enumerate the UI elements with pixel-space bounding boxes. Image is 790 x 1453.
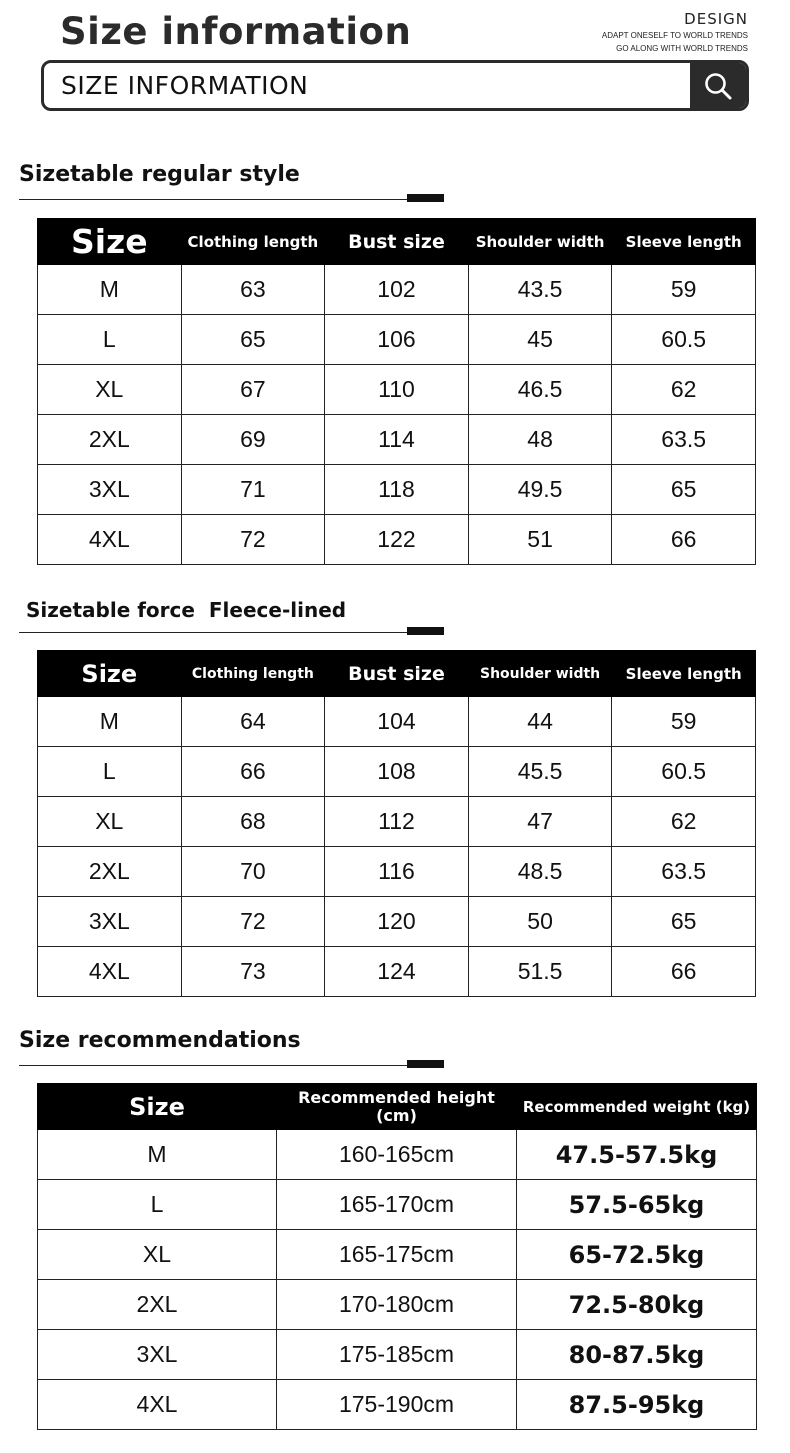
header-clothing-length: Clothing length [181, 651, 325, 697]
size-table-regular [37, 218, 756, 565]
header-size: Size [38, 651, 182, 697]
header-sleeve-length: Sleeve length [612, 651, 756, 697]
table-row [38, 747, 756, 797]
cell-clothing-length: 65 [181, 315, 325, 365]
table-row [38, 315, 756, 365]
design-word: DESIGN [684, 10, 748, 28]
cell-sleeve-length: 60.5 [612, 747, 756, 797]
table-row [38, 797, 756, 847]
cell-size: M [38, 1130, 277, 1180]
cell-clothing-length: 71 [181, 465, 325, 515]
table-row [38, 415, 756, 465]
cell-bust-size: 120 [325, 897, 469, 947]
cell-sleeve-length: 60.5 [612, 315, 756, 365]
size-recommendation-table [37, 1083, 757, 1430]
table-row [38, 897, 756, 947]
divider-block [407, 194, 444, 202]
cell-size: L [38, 747, 182, 797]
cell-height: 175-185cm [277, 1330, 517, 1380]
table-header-row [38, 219, 756, 265]
cell-clothing-length: 64 [181, 697, 325, 747]
table-row [38, 465, 756, 515]
table-row [38, 515, 756, 565]
cell-weight: 65-72.5kg [517, 1230, 757, 1280]
cell-weight: 57.5-65kg [517, 1180, 757, 1230]
cell-shoulder-width: 48 [468, 415, 612, 465]
cell-shoulder-width: 46.5 [468, 365, 612, 415]
cell-weight: 80-87.5kg [517, 1330, 757, 1380]
cell-sleeve-length: 66 [612, 515, 756, 565]
cell-shoulder-width: 47 [468, 797, 612, 847]
header-shoulder-width: Shoulder width [468, 219, 612, 265]
design-tag-line1: ADAPT ONESELF TO WORLD TRENDS [601, 31, 748, 40]
cell-bust-size: 124 [325, 947, 469, 997]
cell-sleeve-length: 59 [612, 265, 756, 315]
cell-bust-size: 118 [325, 465, 469, 515]
cell-size: XL [38, 365, 182, 415]
cell-size: XL [38, 1230, 277, 1280]
cell-size: L [38, 1180, 277, 1230]
cell-height: 165-175cm [277, 1230, 517, 1280]
cell-size: 3XL [38, 897, 182, 947]
table-row [38, 1130, 757, 1180]
cell-size: XL [38, 797, 182, 847]
header-clothing-length: Clothing length [181, 219, 325, 265]
header-shoulder-width: Shoulder width [468, 651, 612, 697]
cell-clothing-length: 73 [181, 947, 325, 997]
search-input[interactable]: SIZE INFORMATION [61, 71, 309, 100]
cell-bust-size: 106 [325, 315, 469, 365]
table-row [38, 1380, 757, 1430]
table-header-row [38, 651, 756, 697]
table-row [38, 365, 756, 415]
cell-size: 3XL [38, 465, 182, 515]
section-divider [19, 632, 444, 633]
cell-clothing-length: 67 [181, 365, 325, 415]
table-row [38, 1330, 757, 1380]
cell-clothing-length: 68 [181, 797, 325, 847]
cell-sleeve-length: 63.5 [612, 415, 756, 465]
search-icon [703, 71, 733, 101]
section-title-regular: Sizetable regular style [19, 162, 300, 187]
search-button[interactable] [690, 63, 746, 108]
header-bust-size: Bust size [325, 219, 469, 265]
cell-weight: 72.5-80kg [517, 1280, 757, 1330]
header-size: Size [38, 1084, 277, 1130]
header-size: Size [38, 219, 182, 265]
divider-block [407, 627, 444, 635]
cell-sleeve-length: 63.5 [612, 847, 756, 897]
cell-clothing-length: 72 [181, 515, 325, 565]
cell-size: 2XL [38, 847, 182, 897]
divider-block [407, 1060, 444, 1068]
cell-shoulder-width: 49.5 [468, 465, 612, 515]
section-divider [19, 199, 444, 200]
cell-sleeve-length: 62 [612, 797, 756, 847]
cell-size: 2XL [38, 1280, 277, 1330]
cell-shoulder-width: 50 [468, 897, 612, 947]
cell-bust-size: 112 [325, 797, 469, 847]
cell-size: 4XL [38, 1380, 277, 1430]
table-row [38, 847, 756, 897]
cell-shoulder-width: 43.5 [468, 265, 612, 315]
cell-size: M [38, 265, 182, 315]
cell-sleeve-length: 62 [612, 365, 756, 415]
cell-height: 170-180cm [277, 1280, 517, 1330]
cell-clothing-length: 69 [181, 415, 325, 465]
cell-size: 3XL [38, 1330, 277, 1380]
search-bar[interactable] [41, 60, 749, 111]
cell-shoulder-width: 51.5 [468, 947, 612, 997]
cell-weight: 47.5-57.5kg [517, 1130, 757, 1180]
cell-bust-size: 102 [325, 265, 469, 315]
cell-weight: 87.5-95kg [517, 1380, 757, 1430]
table-header-row [38, 1084, 757, 1130]
cell-sleeve-length: 66 [612, 947, 756, 997]
page-title: Size information [60, 10, 412, 53]
size-table-fleece [37, 650, 756, 997]
header-sleeve-length: Sleeve length [612, 219, 756, 265]
cell-height: 160-165cm [277, 1130, 517, 1180]
cell-bust-size: 104 [325, 697, 469, 747]
cell-size: 4XL [38, 515, 182, 565]
cell-size: M [38, 697, 182, 747]
header-recommended-height: Recommended height (cm) [277, 1084, 517, 1130]
header-recommended-weight: Recommended weight (kg) [517, 1084, 757, 1130]
cell-shoulder-width: 51 [468, 515, 612, 565]
cell-size: 2XL [38, 415, 182, 465]
cell-height: 165-170cm [277, 1180, 517, 1230]
table-row [38, 1230, 757, 1280]
cell-bust-size: 108 [325, 747, 469, 797]
section-title-fleece: Sizetable force Fleece-lined [26, 598, 347, 622]
cell-sleeve-length: 65 [612, 465, 756, 515]
header-bust-size: Bust size [325, 651, 469, 697]
section-title-recommendations: Size recommendations [19, 1028, 301, 1053]
cell-clothing-length: 70 [181, 847, 325, 897]
cell-sleeve-length: 59 [612, 697, 756, 747]
cell-clothing-length: 63 [181, 265, 325, 315]
cell-size: L [38, 315, 182, 365]
cell-bust-size: 110 [325, 365, 469, 415]
cell-height: 175-190cm [277, 1380, 517, 1430]
section-divider [19, 1065, 444, 1066]
design-tag-line2: GO ALONG WITH WORLD TRENDS [616, 44, 748, 53]
cell-shoulder-width: 45 [468, 315, 612, 365]
table-row [38, 947, 756, 997]
cell-bust-size: 116 [325, 847, 469, 897]
cell-shoulder-width: 45.5 [468, 747, 612, 797]
cell-size: 4XL [38, 947, 182, 997]
cell-shoulder-width: 44 [468, 697, 612, 747]
cell-bust-size: 114 [325, 415, 469, 465]
table-row [38, 697, 756, 747]
design-tagline [602, 10, 748, 54]
table-row [38, 265, 756, 315]
cell-sleeve-length: 65 [612, 897, 756, 947]
cell-clothing-length: 72 [181, 897, 325, 947]
cell-bust-size: 122 [325, 515, 469, 565]
cell-clothing-length: 66 [181, 747, 325, 797]
table-row [38, 1280, 757, 1330]
table-row [38, 1180, 757, 1230]
cell-shoulder-width: 48.5 [468, 847, 612, 897]
